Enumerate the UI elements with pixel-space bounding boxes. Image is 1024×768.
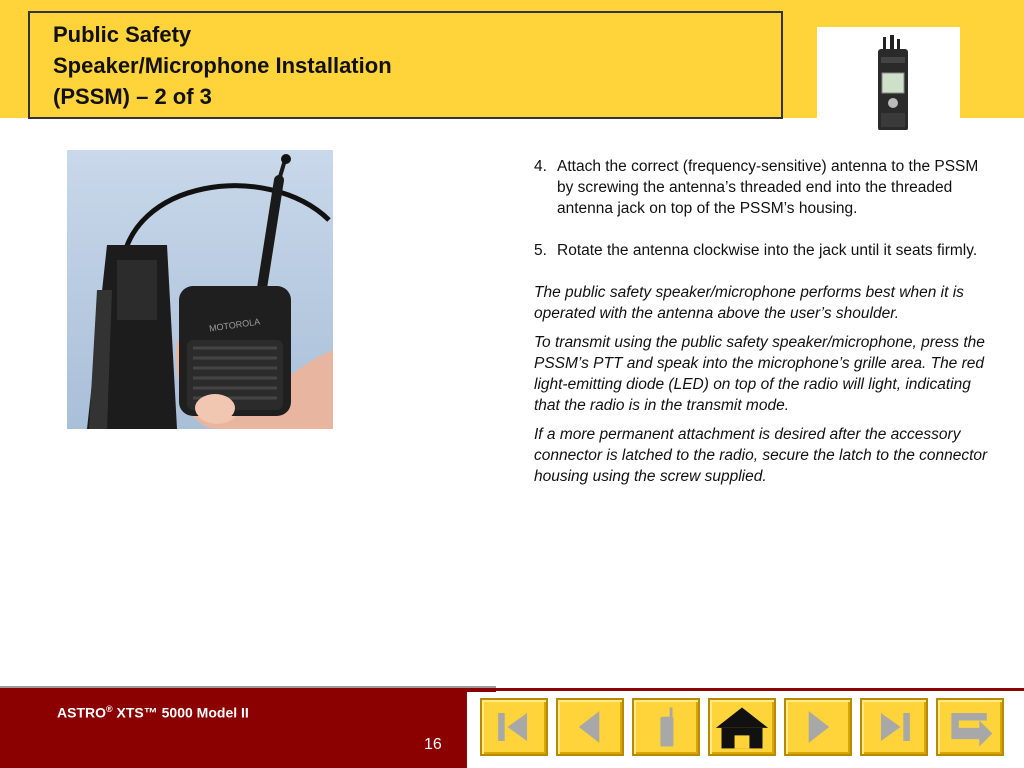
radio-icon xyxy=(634,700,698,754)
note-antenna-position: The public safety speaker/microphone performs best when it is operated with the antenna above the user’s shoulder. xyxy=(534,284,964,322)
step-4 xyxy=(534,156,996,219)
page-title-line-1: Public Safety xyxy=(53,22,192,47)
first-page-button[interactable] xyxy=(480,698,548,756)
step-number: 5. xyxy=(534,242,547,259)
radio-overview-button[interactable] xyxy=(632,698,700,756)
previous-page-button[interactable] xyxy=(556,698,624,756)
first-page-icon xyxy=(482,700,546,754)
home-button[interactable] xyxy=(708,698,776,756)
product-prefix: ASTRO xyxy=(57,704,106,721)
last-page-button[interactable] xyxy=(860,698,928,756)
page-title-line-3: (PSSM) – 2 of 3 xyxy=(53,84,212,109)
next-page-button[interactable] xyxy=(784,698,852,756)
step-number: 4. xyxy=(534,158,547,175)
step-5 xyxy=(534,240,996,261)
footer-bar xyxy=(0,688,496,768)
pssm-photo xyxy=(67,150,333,429)
footer-line xyxy=(496,688,1024,691)
registered-mark: ® xyxy=(106,704,113,714)
previous-arrow-icon xyxy=(558,700,622,754)
page-title-line-2: Speaker/Microphone Installation xyxy=(53,53,392,78)
instructions xyxy=(534,156,996,495)
title-box xyxy=(28,11,783,119)
last-page-icon xyxy=(862,700,926,754)
radio-thumbnail xyxy=(817,27,960,130)
motorola-brand-label: MOTOROLA xyxy=(208,316,261,334)
next-arrow-icon xyxy=(786,700,850,754)
home-icon xyxy=(710,700,774,754)
step-text: Attach the correct (frequency-sensitive) antenna to the PSSM by screwing the antenna’s threaded end into the threaded antenna jack on top of the PSSM’s housing. xyxy=(557,158,979,217)
product-suffix: XTS™ 5000 Model II xyxy=(112,704,249,721)
return-arrow-icon xyxy=(938,700,1002,754)
radio-icon xyxy=(817,27,960,130)
product-name xyxy=(57,704,249,721)
return-button[interactable] xyxy=(936,698,1004,756)
page-number: 16 xyxy=(424,736,442,753)
note-transmit: To transmit using the public safety speaker/microphone, press the PSSM’s PTT and speak into the microphone’s grille area. The red light-emitting diode (LED) on top of the radio will light, indicating that the radio is in the transmit mode. xyxy=(534,334,985,414)
step-text: Rotate the antenna clockwise into the jack until it seats firmly. xyxy=(557,242,978,259)
note-permanent-attachment: If a more permanent attachment is desired after the accessory connector is latched to the radio, secure the latch to the connector housing using the screw supplied. xyxy=(534,426,988,485)
